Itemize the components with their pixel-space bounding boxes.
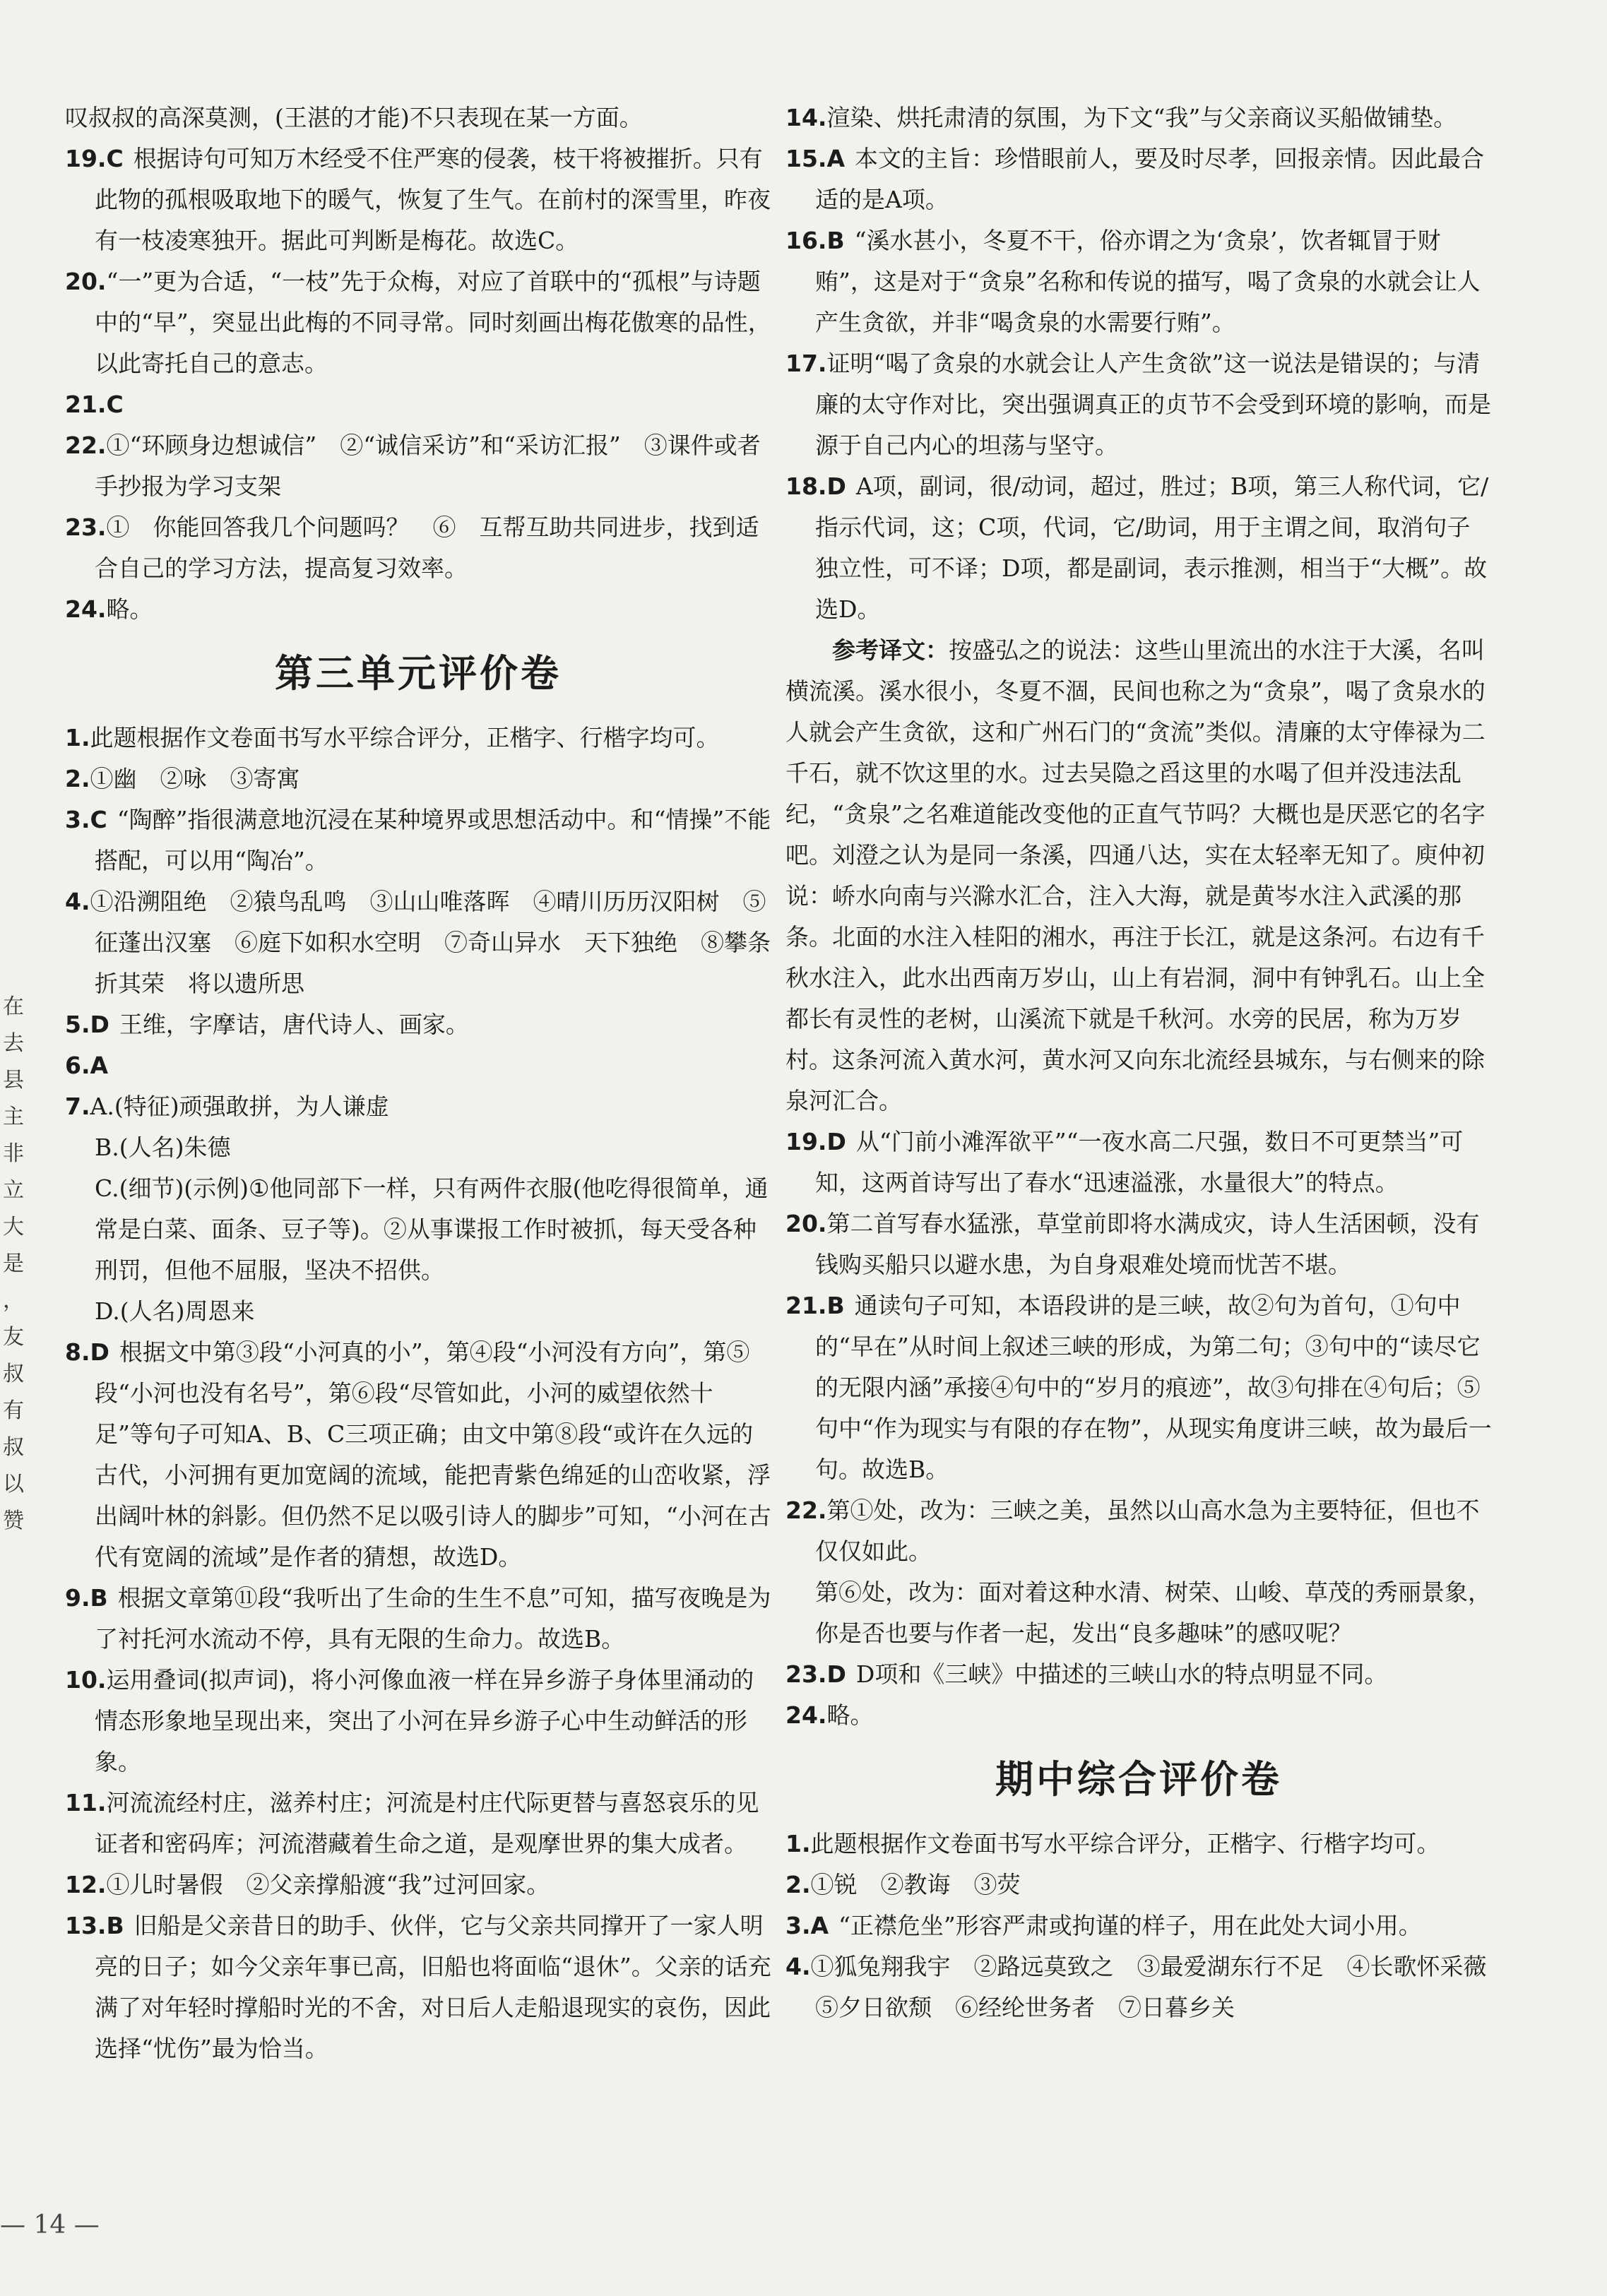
left-top-items <box>65 97 771 630</box>
answer-item <box>65 1168 771 1291</box>
answer-text: 第①处，改为：三峡之美，虽然以山高水急为主要特征，但也不仅仅如此。 <box>815 1497 1480 1565</box>
item-number: 24. <box>785 1701 827 1729</box>
answer-item <box>785 220 1492 343</box>
answer-text: 渲染、烘托肃清的氛围，为下文“我”与父亲商议买船做铺垫。 <box>826 104 1457 131</box>
item-number: 4. <box>785 1953 811 1980</box>
answer-text: ①幽 ②咏 ③寄寓 <box>90 765 300 792</box>
answer-text: A项，副词，很/动词，超过，胜过；B项，第三人称代词，它/指示代词，这；C项，代词，它/助词，用于主谓之间，取消句子独立性，可不译；D项，都是副词，表示推测，相当于“大概”。故选D。 <box>815 472 1489 623</box>
answer-item <box>65 1864 771 1905</box>
answer-item <box>65 881 771 1004</box>
item-number: 24. <box>65 595 107 623</box>
answer-item <box>65 138 771 261</box>
answer-text: “正襟危坐”形容严肃或拘谨的样子，用在此处大词小用。 <box>838 1912 1422 1939</box>
answer-text: 叹叔叔的高深莫测，(王湛的才能)不只表现在某一方面。 <box>65 104 643 131</box>
answer-item <box>65 718 771 759</box>
item-number: 1. <box>785 1830 811 1857</box>
answer-text: 此题根据作文卷面书写水平综合评分，正楷字、行楷字均可。 <box>810 1830 1440 1857</box>
item-number: 21. <box>785 1292 827 1319</box>
item-number: 23. <box>65 513 107 541</box>
answer-item <box>65 799 771 881</box>
item-number: 13. <box>65 1912 107 1939</box>
answer-text: 运用叠词(拟声词)，将小河像血液一样在异乡游子身体里涌动的情态形象地呈现出来，突出了小河在异乡游子心中生动鲜活的形象。 <box>95 1666 754 1775</box>
answer-item <box>65 1045 771 1086</box>
answer-text: 第⑥处，改为：面对着这种水清、树荣、山峻、草茂的秀丽景象，你是否也要与作者一起，发出“良多趣味”的感叹呢？ <box>815 1578 1491 1647</box>
unit3-items <box>65 718 771 2069</box>
answer-text: 证明“喝了贪泉的水就会让人产生贪欲”这一说法是错误的；与清廉的太守作对比，突出强调真正的贞节不会受到环境的影响，而是源于自己内心的坦荡与坚守。 <box>815 350 1491 459</box>
answer-text: ① 你能回答我几个问题吗？ ⑥ 互帮互助共同进步，找到适合自己的学习方法，提高复习效率。 <box>95 513 759 582</box>
answer-text: 本文的主旨：珍惜眼前人，要及时尽孝，回报亲情。因此最合适的是A项。 <box>815 145 1485 213</box>
answer-text: 根据文章第⑪段“我听出了生命的生生不息”可知，描写夜晚是为了衬托河水流动不停，具有无限的生命力。故选B。 <box>95 1584 771 1653</box>
translation-text: 按盛弘之的说法：这些山里流出的水注于大溪，名叫横流溪。溪水很小，冬夏不涸，民间也称之为“贪泉”，喝了贪泉水的人就会产生贪欲，这和广州石门的“贪流”类似。清廉的太守俸禄为二千石，就不饮这里的水。过去吴隐之舀这里的水喝了但并没违法乱纪，“贪泉”之名难道能改变他的正直气节吗？大概也是厌恶它的名字吧。刘澄之认为是同一条溪，四通八达，实在太轻率无知了。庾仲初说：峤水向南与兴滁水汇合，注入大海，就是黄岑水注入武溪的那条。北面的水注入桂阳的湘水，再注于长江，就是这条河。右边有千秋水注入，此水出西南万岁山，山上有岩洞，洞中有钟乳石。山上全都长有灵性的老树，山溪流下就是千秋河。水旁的民居，称为万岁村。这条河流入黄水河，黄水河又向东北流经县城东，与右侧来的除泉河汇合。 <box>785 636 1486 1114</box>
answer-letter: D <box>90 1338 109 1366</box>
answer-text: 略。 <box>826 1701 874 1729</box>
item-number: 21. <box>65 391 107 418</box>
answer-text: A.(特征)顽强敢拼，为人谦虚 <box>90 1093 389 1120</box>
midterm-items <box>785 1824 1510 2028</box>
answer-text: ①儿时暑假 ②父亲撑船渡“我”过河回家。 <box>106 1871 550 1898</box>
translation-label: 参考译文： <box>832 636 949 664</box>
answer-letter: D <box>826 472 846 500</box>
answer-item <box>785 138 1492 220</box>
answer-text: 略。 <box>106 595 153 623</box>
answer-letter: A <box>90 1052 109 1079</box>
item-number: 3. <box>65 806 90 833</box>
answer-text: ①狐兔翔我宇 ②路远莫致之 ③最爱湖东行不足 ④长歌怀采薇 ⑤夕日欲颓 ⑥经纶世务者 ⑦日暮乡关 <box>810 1953 1510 2021</box>
answer-item <box>785 1203 1492 1285</box>
item-number: 22. <box>785 1497 827 1524</box>
answer-item <box>65 1127 771 1168</box>
answer-letter: B <box>106 1912 124 1939</box>
answer-item <box>785 1572 1492 1654</box>
right-mid-items <box>785 1122 1492 1736</box>
answer-text: 王维，字摩诘，唐代诗人、画家。 <box>119 1011 469 1038</box>
answer-text: ①“环顾身边想诚信” ②“诚信采访”和“采访汇报” ③课件或者手抄报为学习支架 <box>95 432 761 500</box>
item-number: 20. <box>785 1210 827 1237</box>
answer-item <box>785 1824 1492 1864</box>
answer-letter: C <box>106 145 124 172</box>
answer-letter: C <box>90 806 107 833</box>
answer-letter: C <box>106 391 124 418</box>
answer-item <box>785 343 1492 466</box>
item-number: 23. <box>785 1660 827 1688</box>
item-number: 2. <box>785 1871 811 1898</box>
item-number: 20. <box>65 268 107 295</box>
item-number: 3. <box>785 1912 811 1939</box>
item-number: 6. <box>65 1052 90 1079</box>
answer-letter: D <box>826 1660 846 1688</box>
answer-item <box>65 1578 771 1660</box>
item-number: 10. <box>65 1666 107 1694</box>
answer-item <box>785 1490 1492 1572</box>
answer-text: “陶醉”指很满意地沉浸在某种境界或思想活动中。和“情操”不能搭配，可以用“陶冶”。 <box>95 806 771 874</box>
answer-item <box>65 507 771 589</box>
answer-item <box>65 1004 771 1045</box>
left-column <box>65 97 771 2069</box>
item-number: 19. <box>65 145 107 172</box>
answer-item <box>785 1654 1492 1695</box>
item-number: 9. <box>65 1584 90 1612</box>
answer-text: “溪水甚小，冬夏不干，俗亦谓之为‘贪泉’，饮者辄冒于财贿”，这是对于“贪泉”名称和传说的描写，喝了贪泉的水就会让人产生贪欲，并非“喝贪泉的水需要行贿”。 <box>815 227 1481 336</box>
answer-text: 根据文中第③段“小河真的小”，第④段“小河没有方向”，第⑤段“小河也没有名号”，第⑥段“尽管如此，小河的威望依然十足”等句子可知A、B、C三项正确；由文中第⑧段“或许在久远的古代，小河拥有更加宽阔的流域，能把青紫色绵延的山峦收紧，浮出阔叶林的斜影。但仍然不足以吸引诗人的脚步”可知，“小河在古代有宽阔的流域”是作者的猜想，故选D。 <box>95 1338 771 1571</box>
item-number: 15. <box>785 145 827 172</box>
answer-text: C.(细节)(示例)①他同部下一样，只有两件衣服(他吃得很简单，通常是白菜、面条、豆子等)。②从事谍报工作时被抓，每天受各种刑罚，但他不屈服，坚决不招供。 <box>95 1174 769 1284</box>
answer-item <box>785 1946 1510 2028</box>
reference-translation <box>785 630 1492 1122</box>
answer-item <box>785 1695 1492 1736</box>
item-number: 19. <box>785 1128 827 1155</box>
answer-item <box>65 759 771 799</box>
answer-item <box>65 1660 771 1783</box>
item-number: 2. <box>65 765 90 792</box>
answer-text: D.(人名)周恩来 <box>95 1297 255 1325</box>
section-title-midterm: 期中综合评价卷 <box>995 1757 1282 1802</box>
answer-text: 从“门前小滩浑欲平”“一夜水高二尺强，数日不可更禁当”可知，这两首诗写出了春水“迅速溢涨，水量很大”的特点。 <box>815 1128 1464 1196</box>
answer-item <box>65 384 771 425</box>
answer-item <box>785 1905 1492 1946</box>
answer-item <box>785 97 1492 138</box>
answer-item <box>65 97 771 138</box>
item-number: 5. <box>65 1011 90 1038</box>
margin-characters: 在 去 县 主 非 立 大 是 ， 友 叔 有 叔 以 赞 <box>3 994 24 1533</box>
answer-item <box>65 1783 771 1864</box>
answer-item <box>65 1086 771 1127</box>
answer-text: 根据诗句可知万木经受不住严寒的侵袭，枝干将被摧折。只有此物的孤根吸取地下的暖气，恢复了生气。在前村的深雪里，昨夜有一枝凌寒独开。据此可判断是梅花。故选C。 <box>95 145 771 254</box>
item-number: 11. <box>65 1789 107 1816</box>
answer-text: 第二首写春水猛涨，草堂前即将水满成灾，诗人生活困顿，没有钱购买船只以避水患，为自身艰难处境而忧苦不堪。 <box>815 1210 1480 1278</box>
item-number: 17. <box>785 350 827 377</box>
item-number: 12. <box>65 1871 107 1898</box>
answer-item <box>785 1864 1492 1905</box>
item-number: 8. <box>65 1338 90 1366</box>
answer-item <box>65 1332 771 1578</box>
item-number: 14. <box>785 104 827 131</box>
answer-text: 河流流经村庄，滋养村庄；河流是村庄代际更替与喜怒哀乐的见证者和密码库；河流潜藏着生命之道，是观摩世界的集大成者。 <box>95 1789 759 1857</box>
answer-item <box>65 425 771 507</box>
item-number: 4. <box>65 888 90 915</box>
answer-letter: B <box>90 1584 108 1612</box>
item-number: 16. <box>785 227 827 254</box>
answer-item <box>785 1122 1492 1203</box>
item-number: 7. <box>65 1093 90 1120</box>
right-top-items <box>785 97 1492 630</box>
answer-item <box>65 261 771 384</box>
right-column <box>785 97 1510 2028</box>
answer-text: 旧船是父亲昔日的助手、伙伴，它与父亲共同撑开了一家人明亮的日子；如今父亲年事已高，旧船也将面临“退休”。父亲的话充满了对年轻时撑船时光的不舍，对日后人走船退现实的哀伤，因此选择“忧伤”最为恰当。 <box>95 1912 771 2062</box>
answer-item <box>65 1905 771 2069</box>
answer-letter: B <box>826 1292 845 1319</box>
answer-text: ①沿溯阻绝 ②猿鸟乱鸣 ③山山唯落晖 ④晴川历历汉阳树 ⑤征蓬出汉塞 ⑥庭下如积水空明 ⑦奇山异水 天下独绝 ⑧攀条折其荣 将以遗所思 <box>90 888 771 997</box>
answer-item <box>785 1285 1492 1490</box>
item-number: 1. <box>65 724 90 751</box>
section-title-unit3: 第三单元评价卷 <box>275 651 562 696</box>
page-number: — 14 — <box>0 2211 100 2240</box>
answer-letter: B <box>826 227 845 254</box>
answer-item <box>65 589 771 630</box>
answer-letter: D <box>90 1011 109 1038</box>
answer-text: B.(人名)朱德 <box>95 1134 231 1161</box>
answer-item <box>785 466 1492 630</box>
answer-text: “一”更为合适，“一枝”先于众梅，对应了首联中的“孤根”与诗题中的“早”，突显出此梅的不同寻常。同时刻画出梅花傲寒的品性，以此寄托自己的意志。 <box>95 268 771 377</box>
item-number: 18. <box>785 472 827 500</box>
answer-letter: A <box>826 145 846 172</box>
answer-text: 此题根据作文卷面书写水平综合评分，正楷字、行楷字均可。 <box>90 724 720 751</box>
answer-letter: D <box>826 1128 846 1155</box>
answer-letter: A <box>810 1912 829 1939</box>
answer-text: ①锐 ②教诲 ③荧 <box>810 1871 1021 1898</box>
answer-item <box>65 1291 771 1332</box>
answer-text: 通读句子可知，本语段讲的是三峡，故②句为首句，①句中的“早在”从时间上叙述三峡的形成，为第二句；③句中的“读尽它的无限内涵”承接④句中的“岁月的痕迹”，故③句排在④句后；⑤句中“作为现实与有限的存在物”，从现实角度讲三峡，故为最后一句。故选B。 <box>815 1292 1492 1483</box>
answer-text: D项和《三峡》中描述的三峡山水的特点明显不同。 <box>855 1660 1388 1688</box>
item-number: 22. <box>65 432 107 459</box>
